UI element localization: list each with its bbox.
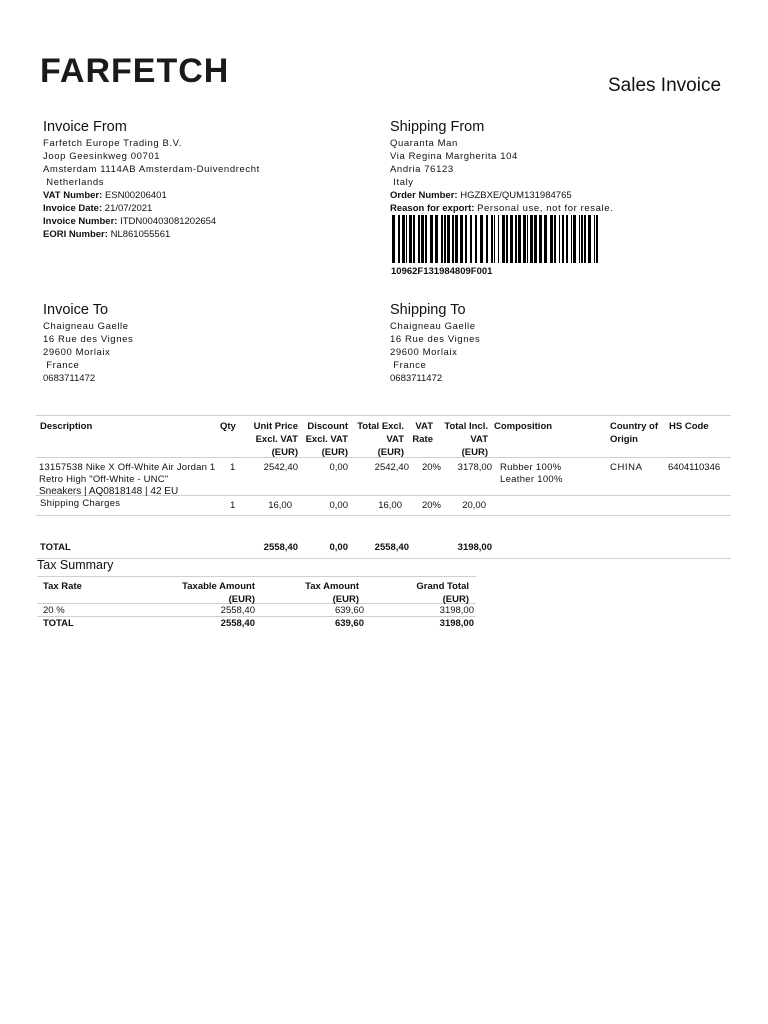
- header-total-incl: [436, 420, 488, 459]
- tax-total-row: [37, 617, 476, 630]
- order-number-value: HGZBXE/QUM131984765: [460, 190, 572, 201]
- items-header-row: [36, 415, 731, 458]
- items-total-row: [36, 540, 731, 559]
- vat-number-line: [43, 189, 260, 202]
- header-discount-l3: (EUR): [321, 447, 348, 458]
- barcode-bar: [581, 215, 583, 263]
- barcode-bar: [494, 215, 495, 263]
- header-total-excl: [350, 420, 404, 459]
- tax-total-label: TOTAL: [43, 618, 74, 629]
- tax-header-grand-l1: Grand Total: [416, 581, 469, 592]
- header-discount-l2: Excl. VAT: [305, 434, 348, 445]
- barcode-bar: [523, 215, 526, 263]
- shipping-total-excl: 16,00: [378, 500, 402, 511]
- header-vat-rate: [406, 420, 433, 446]
- barcode-bar: [544, 215, 547, 263]
- barcode-bar: [584, 215, 586, 263]
- barcode-bar: [566, 215, 568, 263]
- reason-export-line: [390, 202, 613, 215]
- items-total-unit-price: 2558,40: [263, 542, 298, 553]
- tax-header-taxable: [157, 580, 255, 606]
- invoice-to-block: [43, 302, 133, 385]
- barcode-bar: [447, 215, 450, 263]
- header-unit-price: [242, 420, 298, 459]
- barcode-bar: [530, 215, 533, 263]
- tax-header-tax-l1: Tax Amount: [305, 581, 359, 592]
- shipping-vat-rate: 20%: [421, 500, 441, 511]
- tax-rate-value: 20 %: [43, 605, 65, 616]
- barcode-bar: [562, 215, 564, 263]
- invoice-from-city: Amsterdam 1114AB Amsterdam-Duivendrecht: [43, 164, 260, 175]
- header-unit-price-l3: (EUR): [271, 447, 298, 458]
- barcode-bar: [435, 215, 438, 263]
- item-unit-price: 2542,40: [263, 462, 298, 473]
- barcode-bar: [559, 215, 560, 263]
- header-description: Description: [40, 421, 93, 432]
- barcode-bar: [550, 215, 553, 263]
- header-total-excl-l1: Total Excl.: [357, 421, 404, 432]
- barcode-text: 10962F131984809F001: [391, 266, 493, 277]
- barcode-bar: [470, 215, 472, 263]
- invoice-to-heading: Invoice To: [43, 302, 109, 318]
- shipping-from-street: Via Regina Margherita 104: [390, 151, 518, 162]
- eori-number-label: EORI Number:: [43, 229, 108, 240]
- tax-header-rate: Tax Rate: [43, 581, 82, 592]
- shipping-unit-price: 16,00: [268, 500, 292, 511]
- barcode-bar: [571, 215, 572, 263]
- shipping-from-city: Andria 76123: [390, 164, 454, 175]
- invoice-from-street: Joop Geesinkweg 00701: [43, 151, 161, 162]
- invoice-from-country: Netherlands: [43, 177, 105, 188]
- tax-header-grand: [377, 580, 469, 606]
- order-number-line: [390, 189, 613, 202]
- shipping-from-country: Italy: [390, 177, 414, 188]
- barcode-bar: [579, 215, 580, 263]
- item-qty: 1: [230, 462, 236, 473]
- shipping-total-incl: 20,00: [462, 500, 486, 511]
- header-unit-price-l2: Excl. VAT: [255, 434, 298, 445]
- barcode-bar: [480, 215, 483, 263]
- header-total-incl-l1: Total Incl.: [444, 421, 488, 432]
- item-description-l3: Sneakers | AQ0818148 | 42 EU: [39, 486, 179, 497]
- barcode-bar: [502, 215, 505, 263]
- header-country-l2: Origin: [610, 434, 638, 445]
- shipping-to-name: Chaigneau Gaelle: [390, 321, 476, 332]
- table-row: [37, 604, 476, 617]
- tax-header-row: [37, 576, 476, 604]
- barcode-bar: [430, 215, 433, 263]
- shipping-to-street: 16 Rue des Vignes: [390, 334, 481, 345]
- header-composition: Composition: [494, 421, 553, 432]
- shipping-from-block: [390, 119, 613, 215]
- barcode-bar: [527, 215, 528, 263]
- tax-header-grand-l2: (EUR): [442, 594, 469, 605]
- barcode-bar: [539, 215, 542, 263]
- eori-number-line: [43, 228, 260, 241]
- header-total-excl-l3: (EUR): [377, 447, 404, 458]
- header-total-incl-l3: (EUR): [461, 447, 488, 458]
- item-composition: [500, 462, 563, 486]
- item-total-excl: 2542,40: [374, 462, 409, 473]
- item-composition-l2: Leather 100%: [500, 474, 563, 485]
- items-total-discount: 0,00: [329, 542, 348, 553]
- tax-summary-table: [37, 576, 476, 630]
- header-country-l1: Country of: [610, 421, 659, 432]
- tax-header-taxable-l1: Taxable Amount: [182, 581, 255, 592]
- invoice-from-block: [43, 119, 260, 241]
- items-total-excl: 2558,40: [374, 542, 409, 553]
- order-number-label: Order Number:: [390, 190, 458, 201]
- vat-number-value: ESN00206401: [104, 190, 167, 201]
- barcode-bar: [413, 215, 415, 263]
- barcode-bar: [573, 215, 576, 263]
- tax-total-grand: 3198,00: [439, 618, 474, 629]
- header-vat-rate-l2: Rate: [412, 434, 433, 445]
- barcode-bar: [515, 215, 517, 263]
- shipping-to-heading: Shipping To: [390, 302, 466, 318]
- tax-header-tax: [277, 580, 359, 606]
- header-qty: Qty: [220, 421, 236, 432]
- shipping-description: Shipping Charges: [40, 498, 121, 509]
- header-total-incl-l2: VAT: [470, 434, 488, 445]
- barcode-bar: [455, 215, 458, 263]
- barcode-bar: [406, 215, 407, 263]
- invoice-to-country: France: [43, 360, 80, 371]
- tax-grand-value: 3198,00: [439, 605, 474, 616]
- tax-header-taxable-l2: (EUR): [228, 594, 255, 605]
- barcode-bar: [402, 215, 405, 263]
- items-total-label: TOTAL: [40, 542, 71, 553]
- barcode-bar: [506, 215, 508, 263]
- barcode-bar: [409, 215, 412, 263]
- barcode-bar: [491, 215, 493, 263]
- shipping-qty: 1: [230, 500, 236, 511]
- invoice-to-city: 29600 Morlaix: [43, 347, 111, 358]
- item-description-l1: 13157538 Nike X Off-White Air Jordan 1: [39, 462, 216, 473]
- barcode-bar: [534, 215, 537, 263]
- invoice-from-heading: Invoice From: [43, 119, 127, 135]
- header-unit-price-l1: Unit Price: [253, 421, 298, 432]
- invoice-to-phone: 0683711472: [43, 373, 96, 384]
- document-title: Sales Invoice: [608, 75, 722, 96]
- brand-logo: FARFETCH: [40, 52, 230, 90]
- invoice-to-street: 16 Rue des Vignes: [43, 334, 134, 345]
- invoice-to-name: Chaigneau Gaelle: [43, 321, 129, 332]
- invoice-number-label: Invoice Number:: [43, 216, 118, 227]
- table-row: [36, 496, 731, 516]
- invoice-from-company: Farfetch Europe Trading B.V.: [43, 138, 182, 149]
- invoice-number-line: [43, 215, 260, 228]
- table-row: [36, 458, 731, 496]
- barcode-bar: [392, 215, 395, 263]
- vat-number-label: VAT Number:: [43, 190, 103, 201]
- shipping-to-phone: 0683711472: [390, 373, 443, 384]
- shipping-to-block: [390, 302, 480, 385]
- tax-amount-value: 639,60: [334, 605, 364, 616]
- barcode-bar: [594, 215, 595, 263]
- invoice-number-value: ITDN00403081202654: [120, 216, 217, 227]
- shipping-to-country: France: [390, 360, 427, 371]
- barcode-bar: [465, 215, 467, 263]
- barcode-bar: [518, 215, 521, 263]
- barcode-bar: [452, 215, 454, 263]
- header-discount: [296, 420, 348, 459]
- spacer-row: [36, 516, 731, 540]
- barcode-bar: [444, 215, 446, 263]
- reason-export-value: Personal use, not for resale.: [477, 203, 614, 214]
- barcode-bar: [421, 215, 424, 263]
- tax-header-tax-l2: (EUR): [332, 594, 359, 605]
- barcode-bar: [475, 215, 477, 263]
- item-composition-l1: Rubber 100%: [500, 462, 562, 473]
- item-hs-code: 6404110346: [668, 462, 721, 473]
- item-total-incl: 3178,00: [457, 462, 492, 473]
- barcode-bar: [418, 215, 420, 263]
- item-vat-rate: 20%: [421, 462, 441, 473]
- barcode-bar: [425, 215, 427, 263]
- tax-total-taxable: 2558,40: [220, 618, 255, 629]
- tax-summary-title: Tax Summary: [37, 558, 114, 572]
- invoice-date-label: Invoice Date:: [43, 203, 103, 214]
- header-hs-code: HS Code: [669, 421, 709, 432]
- shipping-to-city: 29600 Morlaix: [390, 347, 458, 358]
- header-vat-rate-l1: VAT: [415, 421, 433, 432]
- tax-taxable-value: 2558,40: [220, 605, 255, 616]
- barcode-bar: [596, 215, 598, 263]
- item-discount: 0,00: [329, 462, 348, 473]
- barcode-bar: [510, 215, 513, 263]
- barcode-image: [392, 215, 599, 263]
- barcode-bar: [398, 215, 400, 263]
- shipping-from-name: Quaranta Man: [390, 138, 458, 149]
- item-description-l2: Retro High "Off-White - UNC": [39, 474, 169, 485]
- barcode-bar: [588, 215, 591, 263]
- barcode-bar: [460, 215, 463, 263]
- header-discount-l1: Discount: [307, 421, 348, 432]
- invoice-date-value: 21/07/2021: [104, 203, 153, 214]
- item-description: [39, 462, 215, 498]
- shipping-from-heading: Shipping From: [390, 119, 485, 135]
- barcode-bar: [498, 215, 499, 263]
- barcode-bar: [554, 215, 556, 263]
- tax-total-amount: 639,60: [334, 618, 364, 629]
- barcode-bar: [441, 215, 443, 263]
- item-country: CHINA: [610, 462, 643, 473]
- header-country: [610, 420, 658, 446]
- barcode-bar: [486, 215, 488, 263]
- items-total-incl: 3198,00: [457, 542, 492, 553]
- reason-export-label: Reason for export:: [390, 203, 475, 214]
- header-total-excl-l2: VAT: [386, 434, 404, 445]
- shipping-discount: 0,00: [329, 500, 348, 511]
- eori-number-value: NL861055561: [110, 229, 171, 240]
- invoice-date-line: [43, 202, 260, 215]
- items-table: [36, 415, 731, 559]
